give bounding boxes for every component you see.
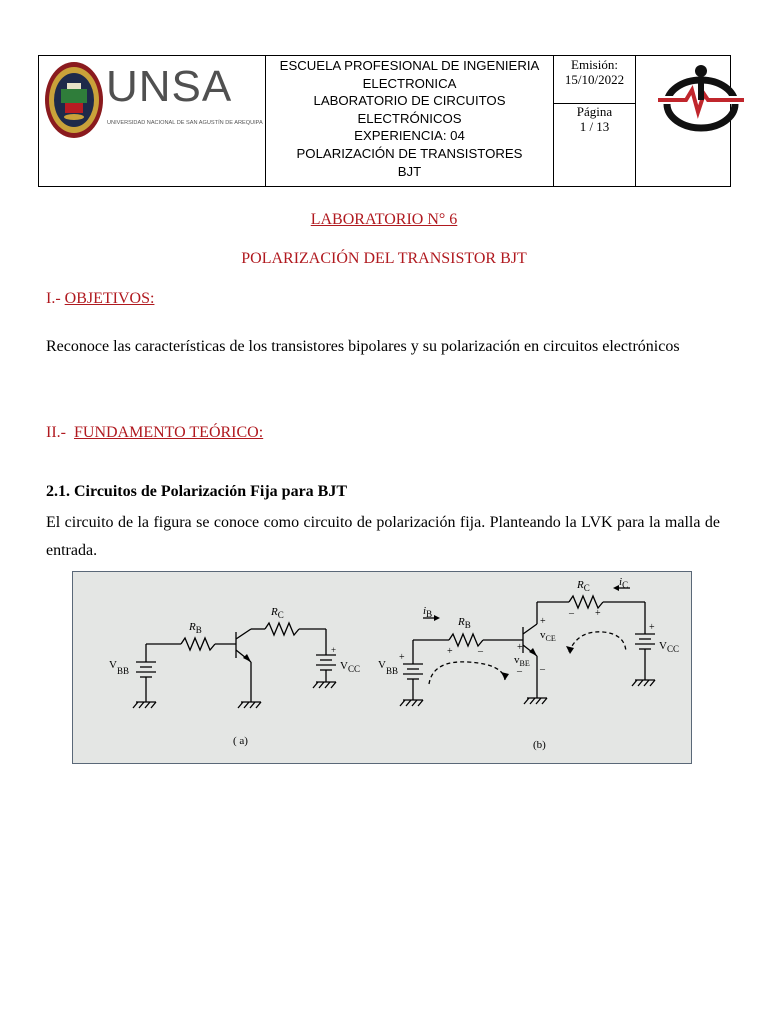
loop-arrow-icon xyxy=(566,646,574,654)
vbb-plus: + xyxy=(399,652,405,663)
emission-box xyxy=(554,56,635,104)
ib-label: $i_B$ xyxy=(423,605,433,619)
page-box xyxy=(554,102,635,134)
theory-paragraph xyxy=(46,509,720,565)
vbb-label: $V_{BB}$ xyxy=(109,659,129,676)
vbe-minus: – xyxy=(517,666,522,677)
lab-title: LABORATORIO N° 6 xyxy=(310,211,458,228)
header-meta-cell xyxy=(554,56,636,186)
header-title-line: LABORATORIO DE CIRCUITOS xyxy=(313,93,506,109)
vce-plus: + xyxy=(540,616,546,627)
rb-label: $R_B$ xyxy=(189,621,202,635)
vcc-plus: + xyxy=(649,622,655,633)
section-title: OBJETIVOS: xyxy=(64,290,155,307)
emission-date: 15/10/2022 xyxy=(564,72,625,87)
vbe-plus: + xyxy=(517,642,523,653)
header-title-line: BJT xyxy=(397,163,422,179)
section-number: II.- xyxy=(46,424,66,441)
loop-arrow-icon xyxy=(501,672,509,680)
electronics-school-logo-icon xyxy=(656,64,746,134)
header-title-cell xyxy=(266,56,554,186)
emitter-arrow-icon xyxy=(529,648,537,656)
section-title: FUNDAMENTO TEÓRICO: xyxy=(73,424,264,441)
vce-minus: – xyxy=(540,664,545,675)
vbb-label: $V_{BB}$ xyxy=(378,659,398,676)
header-title-line: ESCUELA PROFESIONAL DE INGENIERIA xyxy=(279,58,540,73)
university-logo-cell xyxy=(39,56,266,186)
circuit-b xyxy=(400,588,655,706)
objective-text: Reconoce las características de los transistores bipolares y su polarización en circuitos electrónicos xyxy=(46,338,680,355)
theory-text: El circuito de la figura se conoce como circuito de polarización fija. Planteando la LVK para la malla de entrada. xyxy=(46,514,720,559)
header-table xyxy=(38,55,731,187)
header-title-line: ELECTRONICA xyxy=(362,75,457,91)
rc-minus: – xyxy=(569,608,574,619)
university-name: UNIVERSIDAD NACIONAL DE SAN AGUSTÍN DE AREQUIPA xyxy=(107,120,263,126)
circuit-a xyxy=(133,623,336,708)
subsection-heading: 2.1. Circuitos de Polarización Fija para BJT xyxy=(46,483,348,500)
rb-minus: – xyxy=(478,646,483,657)
section-theory-heading xyxy=(46,424,263,442)
header-title-line: ELECTRÓNICOS xyxy=(357,110,462,126)
header-icon-cell xyxy=(636,56,730,186)
rc-label: $R_C$ xyxy=(271,606,284,620)
lab-subtitle: POLARIZACIÓN DEL TRANSISTOR BJT xyxy=(241,250,527,267)
rc-label: $R_C$ xyxy=(577,579,590,593)
rb-plus: + xyxy=(447,646,453,657)
current-arrow-icon xyxy=(434,615,440,621)
section-number: I.- xyxy=(46,290,61,307)
vbe-label: $v_{BE}$ xyxy=(514,654,530,668)
vcc-label: $V_{CC}$ xyxy=(340,660,360,674)
page-label: Página xyxy=(576,104,613,119)
header-title-line: EXPERIENCIA: 04 xyxy=(354,128,465,144)
emission-label: Emisión: xyxy=(571,57,618,72)
header-title-line: POLARIZACIÓN DE TRANSISTORES xyxy=(296,145,523,161)
caption-a: ( a) xyxy=(233,735,248,747)
page-number: 1 / 13 xyxy=(579,119,610,134)
section-objectives-heading xyxy=(46,290,154,308)
vcc-plus: + xyxy=(331,645,337,655)
caption-b: (b) xyxy=(533,739,546,751)
circuit-figure xyxy=(72,571,692,764)
ic-label: $i_C$ xyxy=(619,576,629,590)
vce-label: $v_{CE}$ xyxy=(540,629,556,643)
rb-label: $R_B$ xyxy=(458,616,471,630)
objective-paragraph xyxy=(46,333,720,361)
university-seal-icon xyxy=(43,59,105,141)
emitter-arrow-icon xyxy=(243,654,251,662)
vcc-label: $V_{CC}$ xyxy=(659,640,679,654)
university-logo-text: UNSA xyxy=(106,62,233,111)
rc-plus: + xyxy=(595,608,601,619)
